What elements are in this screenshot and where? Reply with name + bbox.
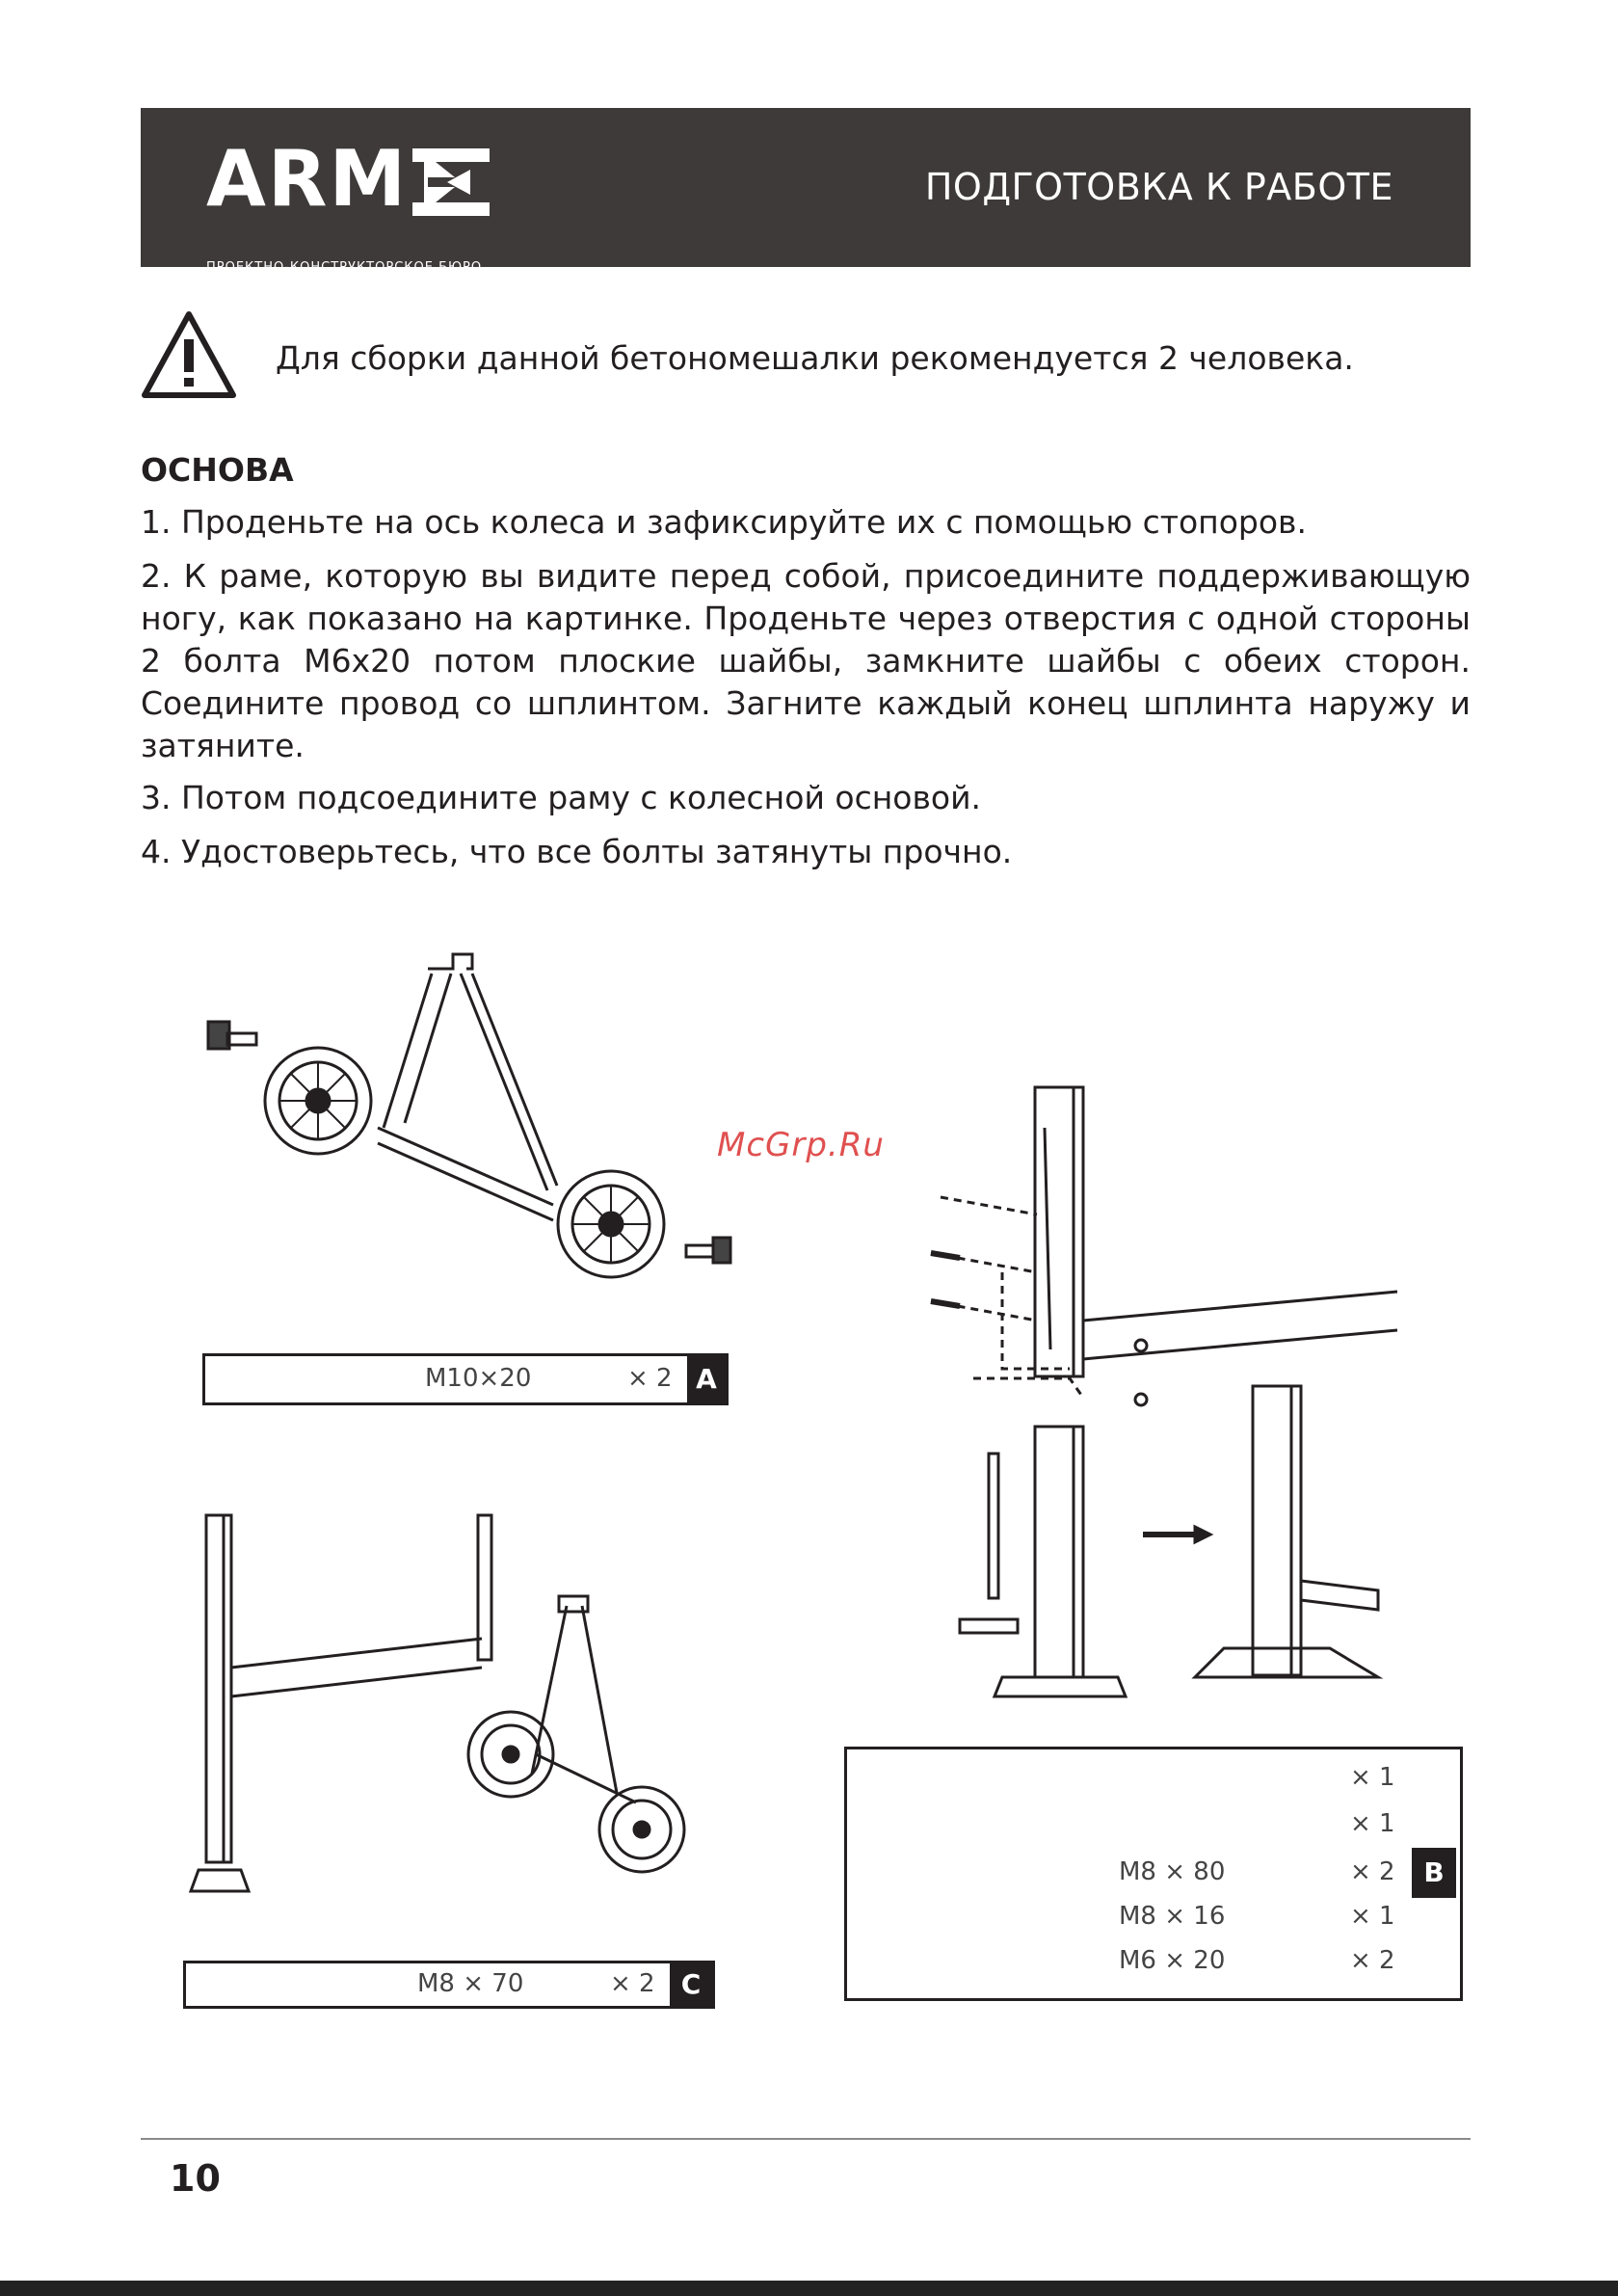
watermark: McGrp.Ru bbox=[717, 1126, 885, 1164]
table-a-letter: A bbox=[687, 1356, 726, 1402]
parts-table-b bbox=[844, 1747, 1463, 2001]
section-heading: ОСНОВА bbox=[141, 451, 294, 489]
table-b-row-5-qty: × 2 bbox=[1350, 1946, 1395, 1975]
table-b-row-2-qty: × 1 bbox=[1350, 1809, 1395, 1838]
diagram-c-full-assembly bbox=[191, 1515, 684, 1891]
bottom-edge-bar bbox=[0, 2281, 1618, 2296]
logo-subtitle: ПРОЕКТНО-КОНСТРУКТОРСКОЕ БЮРО bbox=[206, 260, 483, 275]
table-c-qty: × 2 bbox=[610, 1969, 655, 1998]
table-b-row-5-size: M6 × 20 bbox=[1119, 1946, 1226, 1975]
table-b-row-3-qty: × 2 bbox=[1350, 1857, 1395, 1886]
table-a-size: M10×20 bbox=[425, 1364, 532, 1393]
step-3: 3. Потом подсоедините раму с колесной основой. bbox=[141, 779, 982, 816]
step-1: 1. Проденьте на ось колеса и зафиксируйте их с помощью стопоров. bbox=[141, 503, 1307, 541]
table-b-row-4-size: M8 × 16 bbox=[1119, 1902, 1226, 1931]
diagram-b-frame-leg bbox=[931, 1087, 1397, 1696]
parts-table-c bbox=[183, 1961, 715, 2009]
table-b-row-3-size: M8 × 80 bbox=[1119, 1857, 1226, 1886]
parts-table-a bbox=[202, 1353, 729, 1405]
table-b-letter: B bbox=[1412, 1848, 1456, 1898]
table-c-letter: C bbox=[670, 1963, 712, 2006]
page-section-title: ПОДГОТОВКА К РАБОТЕ bbox=[924, 166, 1393, 208]
diagram-a-wheel-axle bbox=[208, 954, 730, 1277]
logo-text: ARM bbox=[206, 134, 409, 224]
footer-divider bbox=[141, 2138, 1471, 2140]
page-number: 10 bbox=[170, 2157, 221, 2200]
warning-text: Для сборки данной бетономешалки рекомендуется 2 человека. bbox=[276, 339, 1354, 377]
table-a-qty: × 2 bbox=[627, 1364, 673, 1393]
table-b-row-1-qty: × 1 bbox=[1350, 1763, 1395, 1792]
step-2: 2. К раме, которую вы видите перед собой, присоедините поддерживающую ногу, как показано на картинке. Проденьте через отверстия с одной стороны 2 болта М6х20 потом плоские шайбы, замкните шайбы с обеих сторон. Соедините провод со шплинтом. Загните каждый конец шплинта наружу и затяните. bbox=[141, 557, 1471, 764]
table-b-row-4-qty: × 1 bbox=[1350, 1902, 1395, 1931]
step-4: 4. Удостоверьтесь, что все болты затянуты прочно. bbox=[141, 833, 1013, 870]
table-c-size: M8 × 70 bbox=[417, 1969, 524, 1998]
